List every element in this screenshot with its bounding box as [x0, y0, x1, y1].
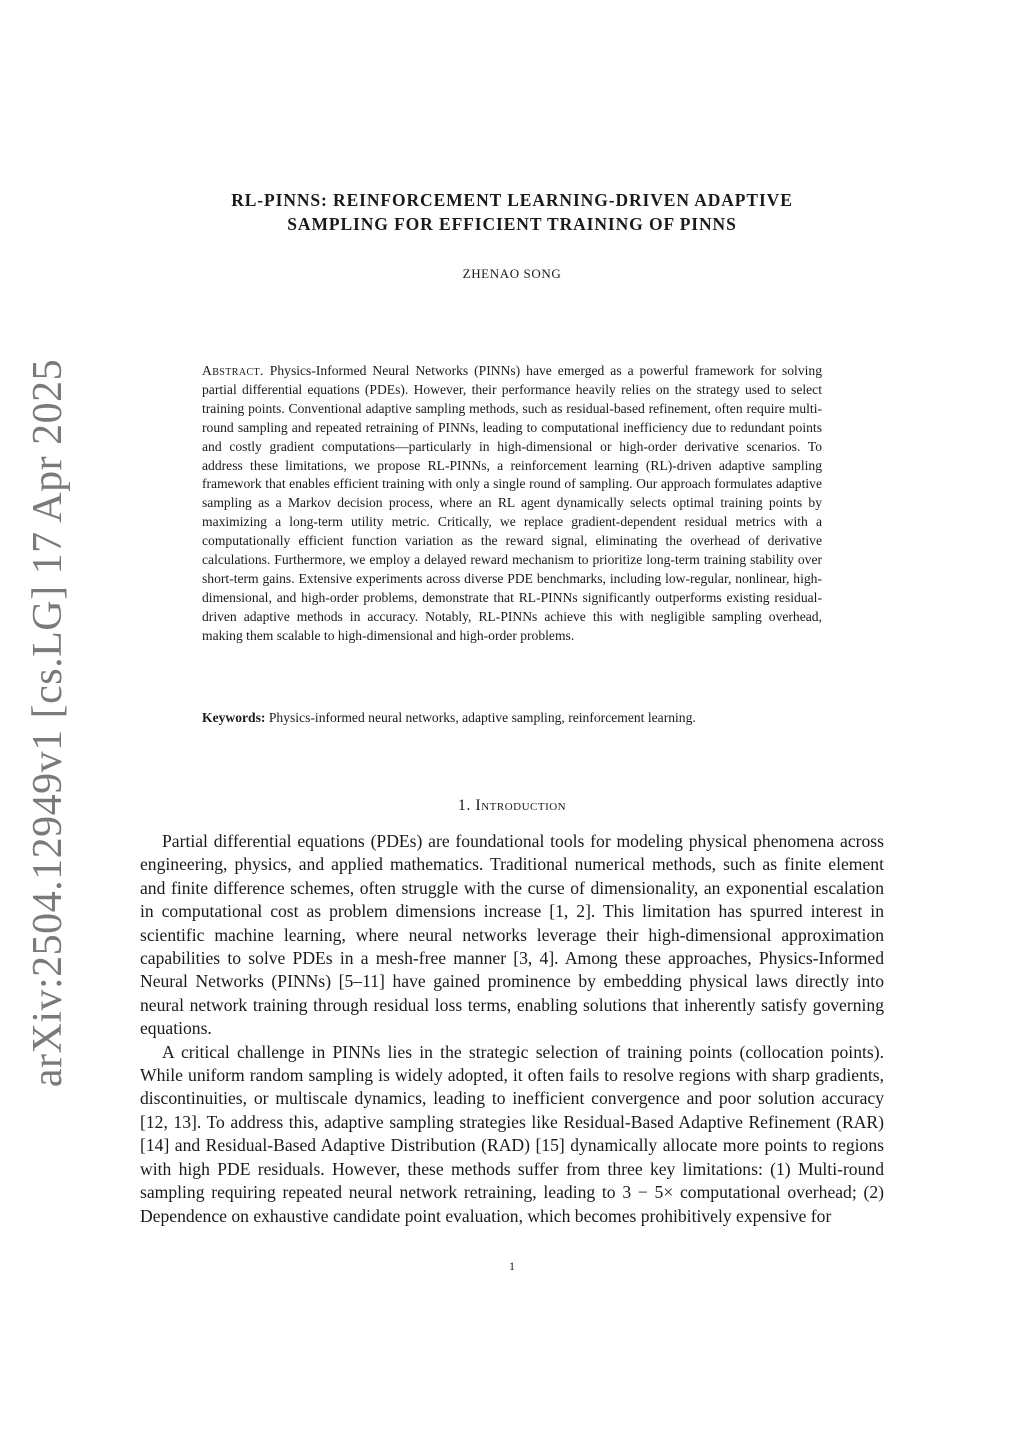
- abstract-text: Physics-Informed Neural Networks (PINNs) have emerged as a powerful framework for solving partial differential equations (PDEs). However, their performance heavily relies on the strategy used to select training points. Conventional adaptive sampling methods, such as residual-based refinement, often require multi-round sampling and repeated retraining of PINNs, leading to computational inefficiency due to redundant points and costly gradient computations—particularly in high-dimensional or high-order derivative scenarios. To address these limitations, we propose RL-PINNs, a reinforcement learning (RL)-driven adaptive sampling framework that enables efficient training with only a single round of sampling. Our approach formulates adaptive sampling as a Markov decision process, where an RL agent dynamically selects optimal training points by maximizing a long-term utility metric. Critically, we replace gradient-dependent residual metrics with a computationally efficient function variation as the reward signal, eliminating the overhead of derivative calculations. Furthermore, we employ a delayed reward mechanism to prioritize long-term training stability over short-term gains. Extensive experiments across diverse PDE benchmarks, including low-regular, nonlinear, high-dimensional, and high-order problems, demonstrate that RL-PINNs significantly outperforms existing residual-driven adaptive methods in accuracy. Notably, RL-PINNs achieve this with negligible sampling overhead, making them scalable to high-dimensional and high-order problems.: [202, 363, 823, 643]
- title-line-2: SAMPLING FOR EFFICIENT TRAINING OF PINNS: [287, 214, 737, 234]
- page-number: 1: [509, 1259, 515, 1273]
- abstract: [202, 362, 822, 646]
- title-line-1: RL-PINNS: REINFORCEMENT LEARNING-DRIVEN ADAPTIVE: [231, 190, 793, 210]
- arxiv-sidebar: [0, 0, 110, 1448]
- keywords-text: Physics-informed neural networks, adaptive sampling, reinforcement learning.: [268, 710, 696, 725]
- body-paragraph-2: A critical challenge in PINNs lies in the strategic selection of training points (collocation points). While uniform random sampling is widely adopted, it often fails to resolve regions with sharp gradients, discontinuities, or multiscale dynamics, leading to inefficient convergence and poor solution accuracy [12, 13]. To address this, adaptive sampling strategies like Residual-Based Adaptive Refinement (RAR) [14] and Residual-Based Adaptive Distribution (RAD) [15] dynamically allocate more points to regions with high PDE residuals. However, these methods suffer from three key limitations: (1) Multi-round sampling requiring repeated neural network retraining, leading to 3 − 5× computational overhead; (2) Dependence on exhaustive candidate point evaluation, which becomes prohibitively expensive for: [140, 1041, 884, 1226]
- section-number: 1.: [457, 797, 471, 814]
- section-heading-introduction: [140, 797, 884, 815]
- paper-title: [140, 188, 884, 236]
- section-name: Introduction: [475, 797, 567, 814]
- abstract-label: Abstract.: [202, 363, 264, 378]
- body-paragraph-1: Partial differential equations (PDEs) are foundational tools for modeling physical phenomena across engineering, physics, and applied mathematics. Traditional numerical methods, such as finite element and finite difference schemes, often struggle with the curse of dimensionality, an exponential escalation in computational cost as problem dimensions increase [1, 2]. This limitation has spurred interest in scientific machine learning, where neural networks leverage their high-dimensional approximation capabilities to solve PDEs in a mesh-free manner [3, 4]. Among these approaches, Physics-Informed Neural Networks (PINNs) [5–11] have gained prominence by embedding physical laws directly into neural network training through residual loss terms, enabling solutions that inherently satisfy governing equations.: [140, 831, 884, 1039]
- arxiv-identifier: arXiv:2504.12949v1 [cs.LG] 17 Apr 2025: [25, 358, 71, 1088]
- author-name: ZHENAO SONG: [462, 266, 562, 281]
- keywords-label: Keywords:: [202, 710, 266, 725]
- keywords: [202, 708, 822, 727]
- body-text: [140, 830, 884, 1228]
